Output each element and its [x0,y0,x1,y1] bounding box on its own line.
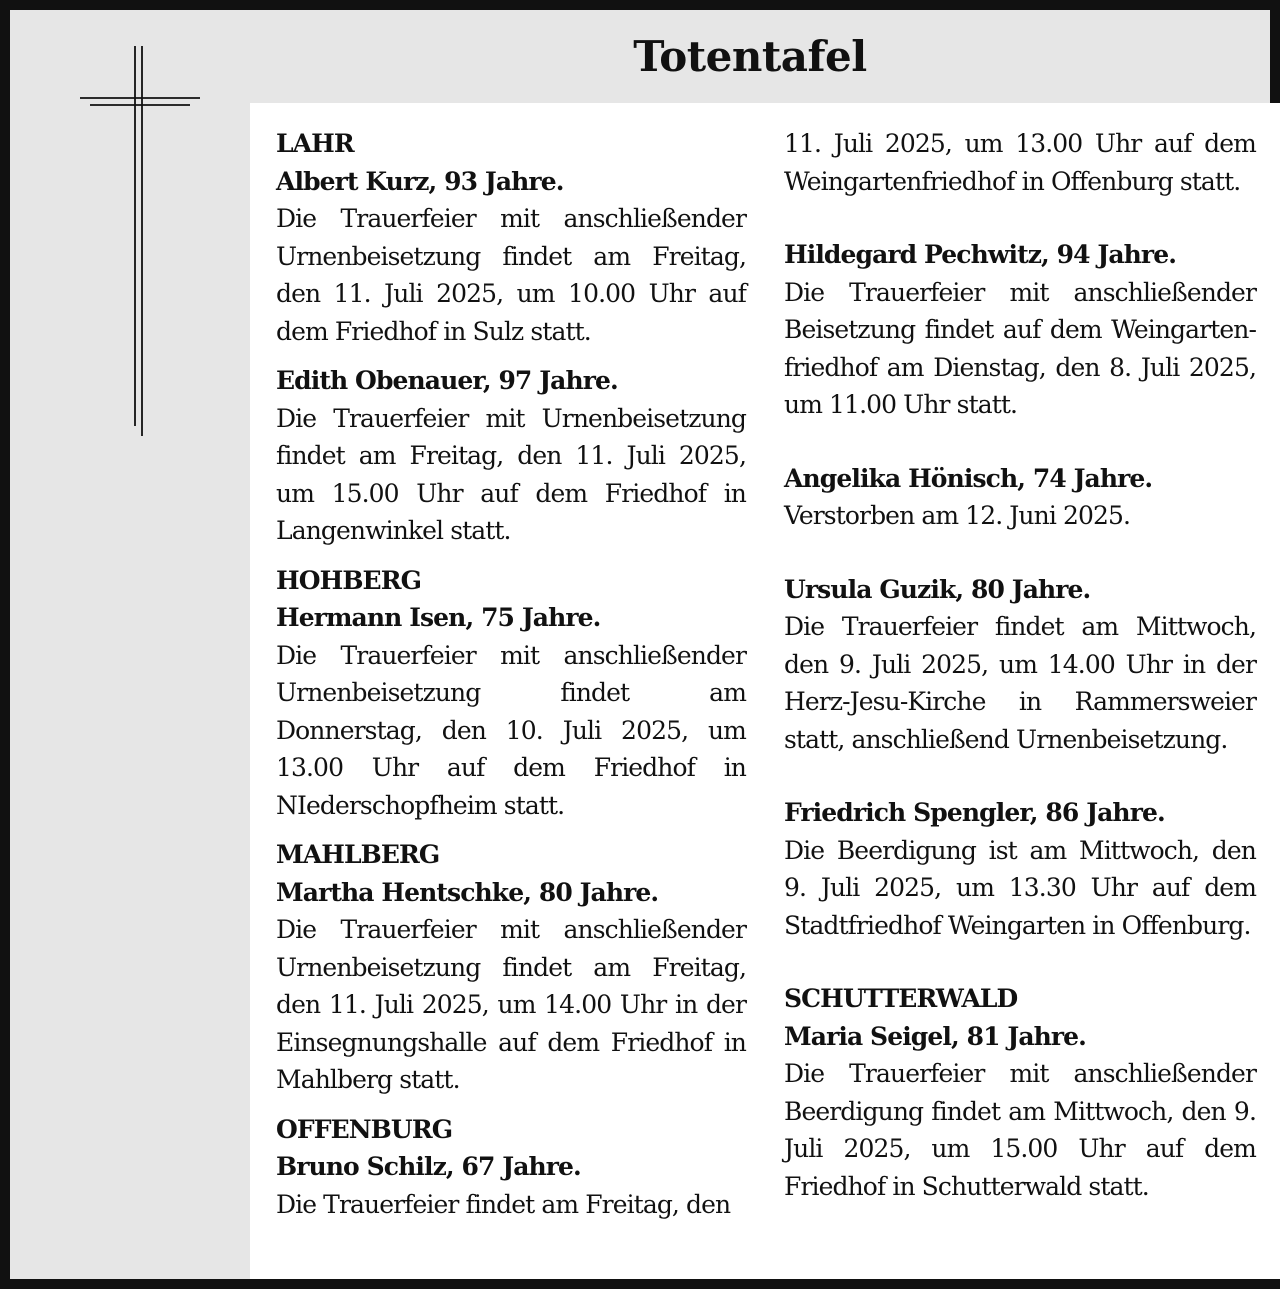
obituary-entry [276,1148,746,1223]
region-heading: HOHBERG [276,565,422,595]
cross-icon [76,46,206,436]
obituary-entry [784,571,1256,759]
entry-name: Albert Kurz, 93 Jahre. [276,166,564,196]
obituary-entry [784,1018,1256,1206]
entry-name: Hildegard Pechwitz, 94 Jahre. [784,240,1177,269]
region-heading: SCHUTTERWALD [784,984,1018,1013]
entry-name: Friedrich Spengler, 86 Jahre. [784,798,1165,827]
entry-name: Martha Hentschke, 80 Jahre. [276,877,659,907]
entry-name: Maria Seigel, 81 Jahre. [784,1021,1086,1051]
entry-text: Die Trauerfeier mit anschließender Beerdigung findet am Mittwoch, den 9. Juli 2025, um 15.00 Uhr auf dem Friedhof in Schutterwald statt. [784,1059,1256,1201]
entry-text: Die Trauerfeier mit anschließender Beisetzung findet auf dem Weingarten-friedhof am Dienstag, den 8. Juli 2025, um 11.00 Uhr statt. [784,277,1256,419]
entry-name: Hermann Isen, 75 Jahre. [276,603,601,632]
entry-text: Die Trauerfeier mit anschließender Urnenbeisetzung findet am Freitag, den 11. Juli 2025, um 10.00 Uhr auf dem Friedhof in Sulz statt. [276,204,746,346]
entry-name: Edith Obenauer, 97 Jahre. [276,366,618,395]
page-title: Totentafel [633,32,867,81]
obituary-entry-continued [784,125,1256,200]
entry-name: Ursula Guzik, 80 Jahre. [784,574,1091,604]
obituary-entry [276,874,746,1099]
entry-name: Bruno Schilz, 67 Jahre. [276,1152,581,1181]
entry-text: Die Trauerfeier findet am Freitag, den [276,1189,731,1219]
entry-text: 11. Juli 2025, um 13.00 Uhr auf dem Weingartenfriedhof in Offenburg statt. [784,129,1256,196]
entry-text: Die Trauerfeier mit anschließender Urnenbeisetzung findet am Freitag, den 11. Juli 2025, um 14.00 Uhr in der Einsegnungshalle auf dem Friedhof in Mahlberg statt. [276,915,746,1094]
entry-text: Die Trauerfeier findet am Mittwoch, den 9. Juli 2025, um 14.00 Uhr in der Herz-Jesu-Kirche in Rammersweier statt, anschließend Urnenbeisetzung. [784,612,1256,754]
entry-name: Angelika Hönisch, 74 Jahre. [784,463,1153,493]
region-heading: OFFENBURG [276,1114,453,1144]
right-column [784,125,1256,1205]
entry-text: Die Trauerfeier mit Urnenbeisetzung findet am Freitag, den 11. Juli 2025, um 15.00 Uhr auf dem Friedhof in Langenwinkel statt. [276,403,746,545]
content-panel [250,103,1280,1279]
obituary-entry [276,362,746,550]
obituary-entry [276,163,746,351]
entry-text: Verstorben am 12. Juni 2025. [784,501,1131,530]
region-heading: MAHLBERG [276,840,440,869]
entry-text: Die Beerdigung ist am Mittwoch, den 9. Juli 2025, um 13.30 Uhr auf dem Stadtfriedhof Weingarten in Offenburg. [784,835,1256,940]
obituary-entry [276,599,746,824]
entry-text: Die Trauerfeier mit anschließender Urnenbeisetzung findet am Donnerstag, den 10. Juli 2025, um 13.00 Uhr auf dem Friedhof in NIederschopfheim statt. [276,640,746,820]
obituary-entry [784,460,1256,535]
obituary-entry [784,236,1256,424]
left-column [276,125,746,1223]
obituary-entry [784,794,1256,944]
region-heading: LAHR [276,129,354,158]
